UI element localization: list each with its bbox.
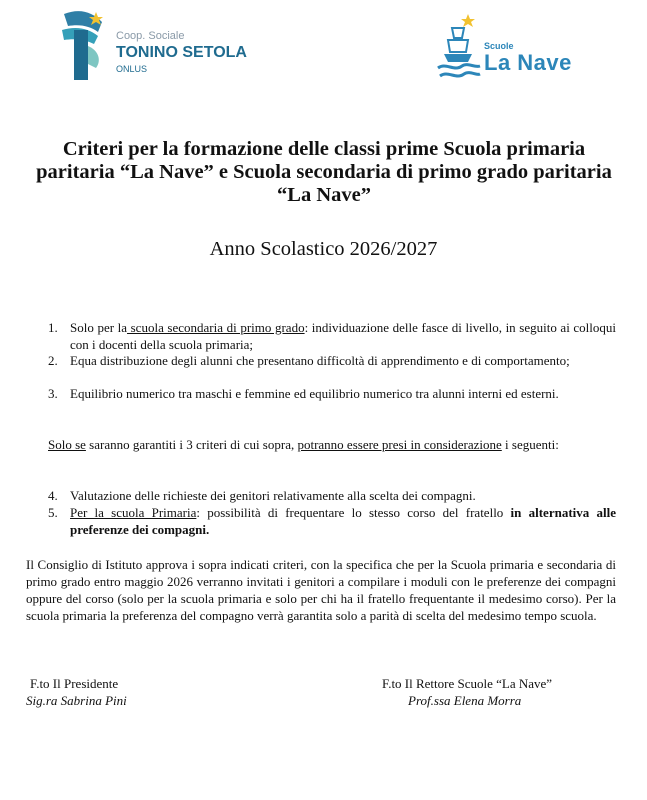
list-number: 2. [48,353,58,368]
condition-underlined: potranno essere presi in considerazione [297,437,502,452]
list-number: 5. [48,505,58,520]
list-item [70,319,616,353]
document-title: Criteri per la formazione delle classi prime Scuola primaria paritaria “La Nave” e Scuola secondaria di primo grado paritaria “La Nave” [36,138,612,206]
condition-text: i seguenti: [501,437,559,452]
school-year: Anno Scolastico 2026/2027 [209,238,438,260]
council-paragraph: Il Consiglio di Istituto approva i sopra indicati criteri, con la specifica che per la Scuola primaria e secondaria di primo grado entro maggio 2026 verranno invitati i genitori a compilare i moduli con le preferenze dei compagni oppure del corso (solo per la scuola primaria e solo per chi ha il fratello frequentante il medesimo corso). Per la scuola primaria la preferenza del compagno verrà garantita solo a parità di scelta del medesimo tempo scuola. [26,557,616,623]
logo-tonino-setola [58,6,258,84]
list-item-text: Solo per la [70,320,128,335]
rector-role: F.to Il Rettore Scuole “La Nave” [382,676,553,691]
list-item-text: : possibilità di frequentare lo stesso corso del fratello [196,505,511,520]
logo-left-line2: TONINO SETOLA [116,44,247,61]
condition-underlined: Solo se [48,437,86,452]
logo-scuole-la-nave [434,10,594,85]
list-number: 1. [48,320,58,335]
tonino-setola-logo-icon [58,6,114,84]
list-number: 4. [48,488,58,503]
rector-name: Prof.ssa Elena Morra [408,693,522,708]
list-item-text: : individuazione delle fasce di livello, in seguito ai colloqui con i docenti della scuola primaria; [70,320,617,352]
logo-right-line1: Scuole [484,41,514,51]
list-item [70,504,616,538]
list-number: 3. [48,386,58,401]
list-item: Equilibrio numerico tra maschi e femmine ed equilibrio numerico tra alunni interni ed esterni. [70,386,559,401]
ship-logo-icon [434,10,484,85]
list-item: Equa distribuzione degli alunni che presentano difficoltà di apprendimento e di comportamento; [70,353,570,368]
list-item-bold: in alternativa alle preferenze dei compagni. [70,505,616,537]
president-name: Sig.ra Sabrina Pini [26,693,127,708]
list-item-underlined: Per la scuola Primaria [70,505,197,520]
list-item-underlined: scuola secondaria di primo grado [127,320,305,335]
logo-right-line2: La Nave [484,50,572,75]
condition-text: saranno garantiti i 3 criteri di cui sopra, [85,437,298,452]
list-item: Valutazione delle richieste dei genitori relativamente alla scelta dei compagni. [70,488,476,503]
president-role: F.to Il Presidente [30,676,119,691]
logo-left-line1: Coop. Sociale [116,30,185,42]
condition-paragraph [48,436,616,453]
logo-left-line3: ONLUS [116,64,148,74]
